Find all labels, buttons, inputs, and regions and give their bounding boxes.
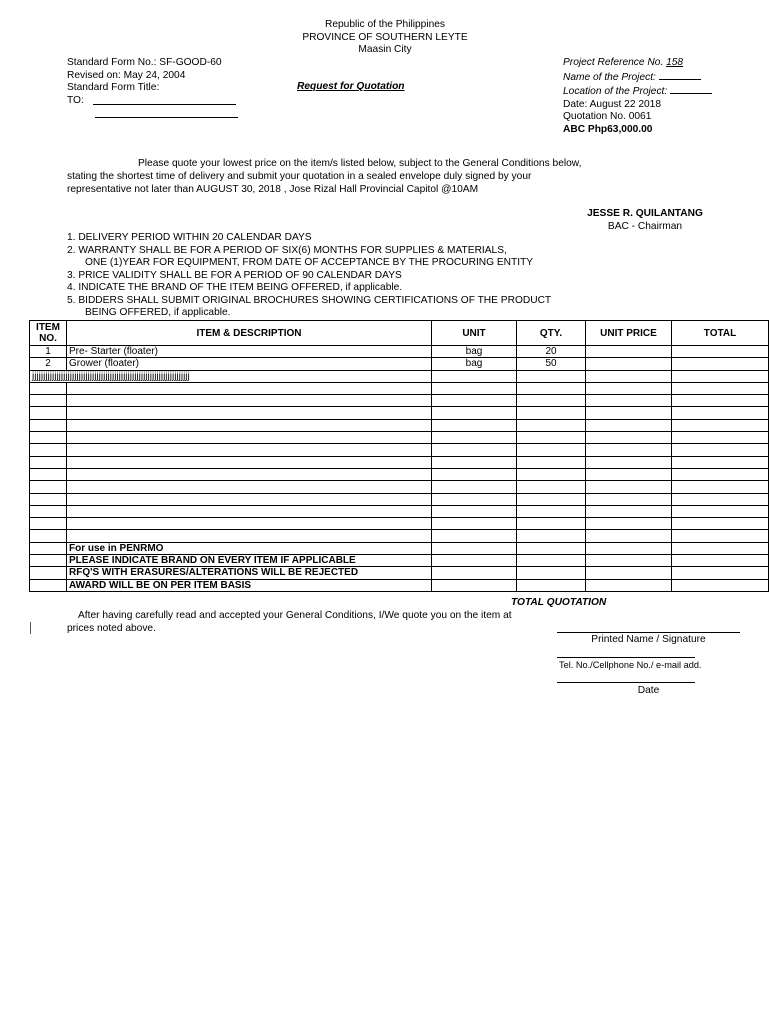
- unit-price-cell[interactable]: [586, 358, 672, 370]
- unit-price-cell[interactable]: [586, 346, 672, 358]
- to-label: TO:: [67, 94, 84, 106]
- header-qty: QTY.: [517, 321, 586, 346]
- project-location-label: Location of the Project:: [563, 84, 712, 99]
- total-cell[interactable]: [672, 370, 769, 382]
- republic-line: Republic of the Philippines: [324, 19, 446, 30]
- item-description: Pre- Starter (floater): [67, 346, 432, 358]
- chairman-name: JESSE R. QUILANTANG: [587, 208, 703, 219]
- condition-item: 2. WARRANTY SHALL BE FOR A PERIOD OF SIX(6) MONTHS FOR SUPPLIES & MATERIALS,: [67, 244, 507, 256]
- total-quotation-label: TOTAL QUOTATION: [511, 597, 607, 608]
- printed-name-label: Printed Name / Signature: [591, 634, 706, 645]
- province-line: PROVINCE OF SOUTHERN LEYTE: [302, 31, 468, 43]
- condition-item: BEING OFFERED, if applicable.: [85, 307, 231, 318]
- abc-amount: ABC Php63,000.00: [563, 123, 653, 135]
- table-footer-row: [30, 579, 769, 591]
- chairman-title: BAC - Chairman: [607, 220, 683, 232]
- item-description: Grower (floater): [67, 358, 432, 370]
- table-row-empty: [30, 382, 769, 394]
- table-row-empty: [30, 419, 769, 431]
- date-line[interactable]: [557, 682, 695, 683]
- table-footer-row: [30, 542, 769, 554]
- date-label: Date: [637, 685, 660, 696]
- condition-item: ONE (1)YEAR FOR EQUIPMENT, FROM DATE OF ACCEPTANCE BY THE PROCURING ENTITY: [85, 257, 534, 268]
- quotation-number: Quotation No. 0061: [563, 111, 652, 122]
- general-conditions: [67, 232, 551, 320]
- item-qty: 20: [517, 346, 586, 358]
- text-cursor: [30, 622, 31, 634]
- project-reference-value: 158: [666, 57, 684, 68]
- table-header-row: [30, 321, 769, 346]
- table-row-empty: [30, 468, 769, 480]
- instructions-paragraph: Please quote your lowest price on the item/s listed below, subject to the General Conditions below, stating the shortest time of delivery and submit your quotation in a sealed envelope duly signed by your representative not later than AUGUST 30, 2018 , Jose Rizal Hall Provincial Capitol @10AM: [67, 158, 582, 195]
- header-unit: UNIT: [432, 321, 517, 346]
- contact-line[interactable]: [557, 657, 695, 658]
- to-line-2[interactable]: [95, 117, 238, 118]
- acceptance-statement: After having carefully read and accepted your General Conditions, I/We quote you on the item at prices noted above.: [67, 610, 512, 634]
- document-title: Request for Quotation: [297, 81, 405, 92]
- table-row-empty: [30, 407, 769, 419]
- table-row-empty: [30, 395, 769, 407]
- table-row-empty: [30, 432, 769, 444]
- form-number: Standard Form No.: SF-GOOD-60: [67, 57, 222, 68]
- item-qty: 50: [517, 358, 586, 370]
- item-unit: bag: [432, 346, 517, 358]
- item-unit: bag: [432, 358, 517, 370]
- bac-chairman: [575, 208, 715, 233]
- table-row-empty: [30, 456, 769, 468]
- condition-item: 1. DELIVERY PERIOD WITHIN 20 CALENDAR DAYS: [67, 232, 312, 243]
- table-footer-row: [30, 555, 769, 567]
- unit-price-cell[interactable]: [586, 370, 672, 382]
- revised-date: Revised on: May 24, 2004: [67, 69, 186, 81]
- header-total: TOTAL: [672, 321, 769, 346]
- table-row-empty: [30, 444, 769, 456]
- table-row-empty: [30, 481, 769, 493]
- header-item-no: ITEM NO.: [30, 321, 67, 346]
- contact-label: Tel. No./Cellphone No./ e-mail add.: [559, 660, 702, 670]
- total-cell[interactable]: [672, 346, 769, 358]
- project-reference: [563, 57, 712, 70]
- footer-note: RFQ'S WITH ERASURES/ALTERATIONS WILL BE REJECTED: [67, 567, 432, 579]
- project-name-label: Name of the Project:: [563, 70, 712, 85]
- form-metadata: [67, 57, 222, 107]
- total-cell[interactable]: [672, 358, 769, 370]
- item-number: 2: [30, 358, 67, 370]
- item-qty: [517, 370, 586, 382]
- table-row-empty: [30, 505, 769, 517]
- item-unit: [432, 370, 517, 382]
- quotation-date: Date: August 22 2018: [563, 98, 661, 110]
- condition-item: 3. PRICE VALIDITY SHALL BE FOR A PERIOD OF 90 CALENDAR DAYS: [67, 269, 402, 281]
- footer-note: For use in PENRMO: [67, 542, 432, 554]
- table-row-empty: [30, 493, 769, 505]
- condition-item: 5. BIDDERS SHALL SUBMIT ORIGINAL BROCHURES SHOWING CERTIFICATIONS OF THE PRODUCT: [67, 294, 552, 306]
- footer-note: PLEASE INDICATE BRAND ON EVERY ITEM IF APPLICABLE: [67, 555, 432, 567]
- table-row: [30, 346, 769, 358]
- footer-note: AWARD WILL BE ON PER ITEM BASIS: [67, 579, 432, 591]
- project-metadata: [563, 57, 712, 136]
- agency-header: [0, 19, 770, 57]
- item-description: jjjjjjjjjjjjjjjjjjjjjjjjjjjjjjjjjjjjjjjjjjjjjjjjjjjjjjjjjjjjjjjjjjjjjjj: [30, 370, 432, 382]
- table-row-empty: [30, 530, 769, 542]
- form-title-label: Standard Form Title:: [67, 82, 160, 93]
- header-description: ITEM & DESCRIPTION: [67, 321, 432, 346]
- item-number: 1: [30, 346, 67, 358]
- condition-item: 4. INDICATE THE BRAND OF THE ITEM BEING OFFERED, if applicable.: [67, 282, 403, 293]
- to-line-1[interactable]: [93, 104, 236, 105]
- table-row-empty: [30, 518, 769, 530]
- printed-name-line[interactable]: [557, 632, 740, 633]
- table-row: [30, 370, 769, 382]
- header-unit-price: UNIT PRICE: [586, 321, 672, 346]
- table-row: [30, 358, 769, 370]
- city-line: Maasin City: [358, 44, 412, 55]
- project-reference-label: Project Reference No.: [563, 57, 664, 68]
- quotation-table: [29, 320, 769, 592]
- table-footer-row: [30, 567, 769, 579]
